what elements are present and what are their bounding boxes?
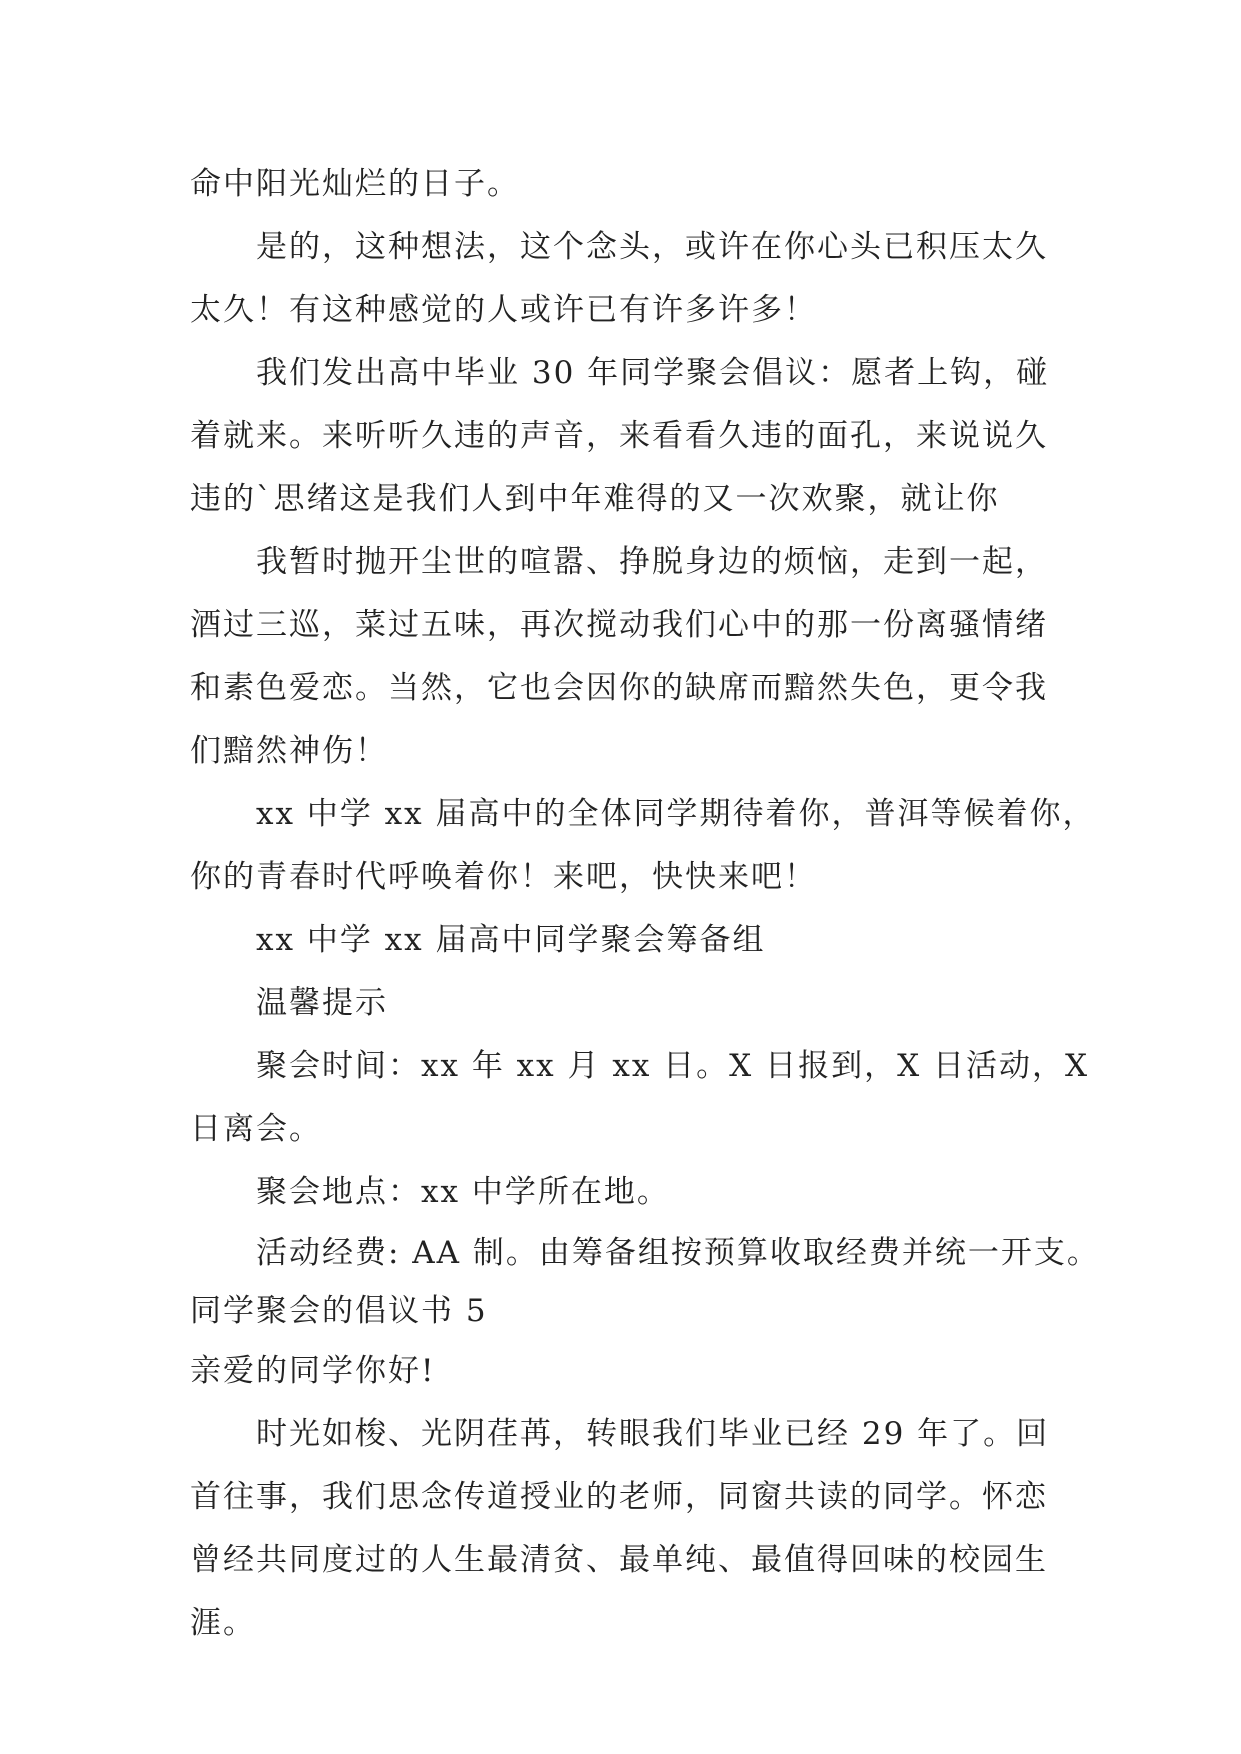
section-heading: 温馨提示 — [256, 985, 388, 1021]
paragraph-line: 曾经共同度过的人生最清贫、最单纯、最值得回味的校园生 — [190, 1542, 1048, 1578]
paragraph-line: 涯。 — [190, 1605, 256, 1641]
paragraph-line: 们黯然神伤！ — [190, 733, 388, 769]
paragraph-line: 太久！有这种感觉的人或许已有许多许多！ — [190, 292, 817, 328]
paragraph-line: 聚会时间：xx 年 xx 月 xx 日。X 日报到，X 日活动，X — [256, 1048, 1090, 1084]
paragraph-line: 日离会。 — [190, 1111, 322, 1147]
document-body — [190, 153, 1100, 1655]
greeting-line: 亲爱的同学你好! — [190, 1353, 436, 1389]
paragraph-line: 命中阳光灿烂的日子。 — [190, 166, 520, 202]
paragraph-line: 聚会地点：xx 中学所在地。 — [256, 1174, 670, 1210]
paragraph-line: 活动经费: AA 制。由筹备组按预算收取经费并统一开支。 — [256, 1235, 1100, 1271]
document-title: 同学聚会的倡议书 5 — [190, 1293, 488, 1329]
paragraph-line: 首往事，我们思念传道授业的老师，同窗共读的同学。怀恋 — [190, 1479, 1048, 1515]
paragraph-line: 着就来。来听听久违的声音，来看看久违的面孔，来说说久 — [190, 418, 1048, 454]
paragraph-line: 违的`思绪这是我们人到中年难得的又一次欢聚，就让你 — [190, 481, 1000, 517]
signature-line: xx 中学 xx 届高中同学聚会筹备组 — [256, 922, 766, 958]
paragraph-line: 和素色爱恋。当然，它也会因你的缺席而黯然失色，更令我 — [190, 670, 1048, 706]
paragraph-line: 我们发出高中毕业 30 年同学聚会倡议：愿者上钩，碰 — [256, 355, 1050, 391]
paragraph-line: 你的青春时代呼唤着你！来吧，快快来吧！ — [190, 859, 817, 895]
paragraph-line: 我暂时抛开尘世的喧嚣、挣脱身边的烦恼，走到一起， — [256, 544, 1048, 580]
paragraph-line: xx 中学 xx 届高中的全体同学期待着你，普洱等候着你， — [256, 796, 1096, 832]
paragraph-line: 是的，这种想法，这个念头，或许在你心头已积压太久 — [256, 229, 1048, 265]
paragraph-line: 时光如梭、光阴荏苒，转眼我们毕业已经 29 年了。回 — [256, 1416, 1050, 1452]
paragraph-line: 酒过三巡，菜过五味，再次搅动我们心中的那一份离骚情绪 — [190, 607, 1048, 643]
